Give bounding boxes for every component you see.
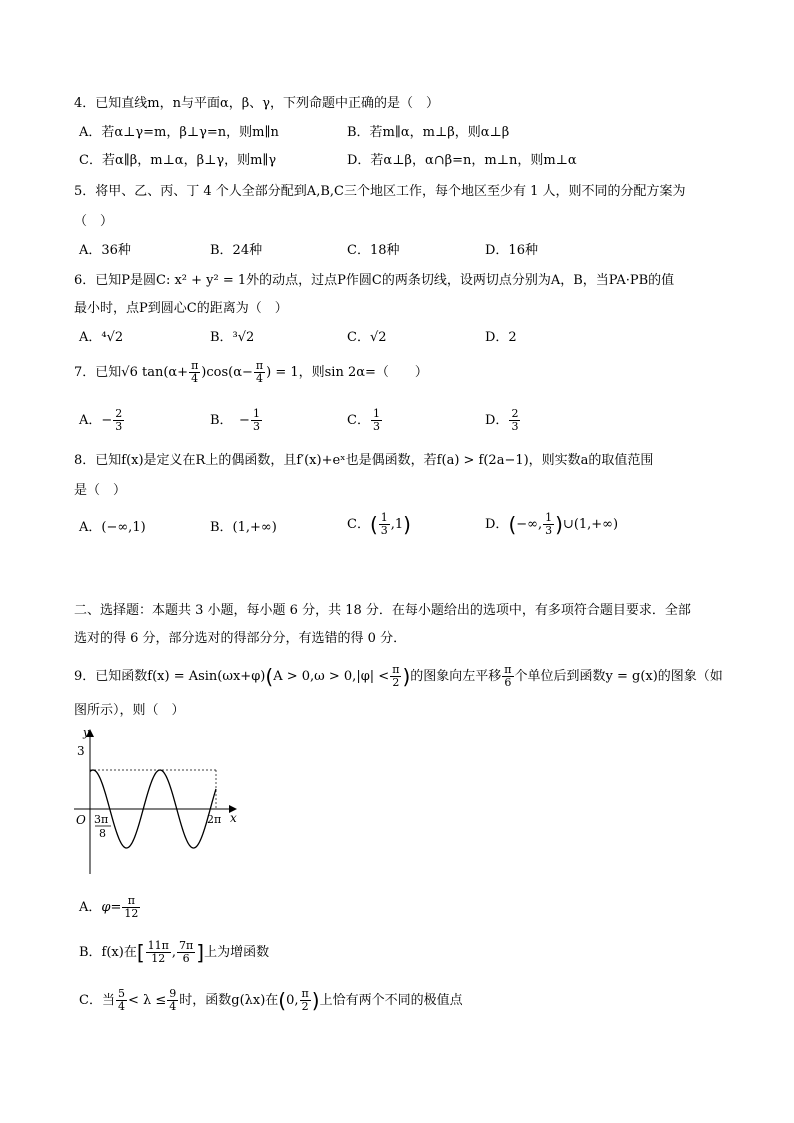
q7-expr-a: √6 tan(α+ [121, 365, 189, 380]
q7-d-frac [509, 408, 520, 433]
q8-option-a: A．(−∞,1) [79, 520, 146, 535]
q9-c-d3: 2 [301, 1000, 309, 1013]
q9-c-n2: 9 [169, 987, 177, 1000]
q7-option-d [485, 408, 521, 433]
q9-pre: 9．已知函数f(x) = Asin(ωx+φ) [74, 669, 266, 684]
q9-c-n1: 5 [117, 987, 125, 1000]
q7-expr-b: )cos(α− [201, 365, 253, 380]
q5-stem-cont: （ ） [74, 214, 114, 229]
q7-frac-den-a: 4 [191, 372, 199, 385]
q9-a-den: 12 [124, 907, 139, 920]
q5-option-a: A．36种 [79, 243, 131, 258]
q9-post: 个单位后到函数y = g(x)的图象（如 [514, 669, 723, 684]
q9-b-d1: 12 [151, 952, 166, 965]
q9-c-frac1 [116, 988, 127, 1013]
sine-graph [70, 724, 250, 879]
q9-pi-num: π [392, 663, 400, 676]
q8-d-tail: ∪(1,+∞) [562, 517, 619, 532]
q4-option-d: D．若α⊥β，α∩β=n，m⊥n，则m⊥α [347, 153, 577, 168]
q7-stem [74, 360, 428, 385]
q9-a-label: A． [79, 900, 102, 915]
x-tick-3pi8-num: 3π [94, 813, 109, 826]
y-axis-label: y [83, 726, 90, 739]
q7-expr-c: ) = 1，则 [266, 365, 325, 380]
q7-b-frac [251, 408, 262, 433]
q7-b-label: B． − [210, 413, 250, 428]
q9-a-frac [122, 895, 140, 920]
q7-a-num: 2 [115, 407, 123, 420]
x-tick-2pi: 2π [207, 813, 222, 826]
q9-pi-den: 2 [392, 676, 400, 689]
section2-heading: 二、选择题：本题共 3 小题，每小题 6 分，共 18 分．在每小题给出的选项中，有多项符合题目要求．全部 [74, 603, 691, 618]
q7-sin2a: sin 2α [324, 365, 366, 380]
q9-pi-over-2 [390, 664, 401, 689]
q7-frac-num-b: π [255, 359, 264, 372]
q9-option-a [79, 895, 141, 920]
q9-a-phi: φ= [101, 900, 122, 915]
q8-c-frac [379, 512, 390, 537]
q7-b-num: 1 [252, 407, 260, 420]
q9-lparen: ( [265, 664, 274, 689]
q9-stem-cont: 图所示），则（ ） [74, 703, 185, 718]
q9-c-mid2: 时，函数g(λx)在 [179, 993, 279, 1008]
q9-c-frac2 [167, 988, 178, 1013]
section2-heading-cont: 选对的得 6 分，部分选对的得部分分，有选错的得 0 分． [74, 631, 407, 646]
q9-b-n2: 7π [179, 939, 194, 952]
q4-option-a: A．若α⊥γ=m，β⊥γ=n，则m∥n [79, 125, 279, 140]
q4-option-b: B．若m∥α，m⊥β，则α⊥β [347, 125, 510, 140]
q8-option-b: B．(1,+∞) [210, 520, 277, 535]
origin-label: O [76, 813, 86, 827]
q7-frac-num-a: π [191, 359, 199, 372]
q5-option-b: B．24种 [210, 243, 263, 258]
q9-c-frac3 [300, 988, 311, 1013]
q9-c-lparen: ( [278, 988, 287, 1013]
q9-c-zero: 0, [286, 993, 299, 1008]
q7-d-den: 3 [511, 420, 519, 433]
q9-pi6-den: 6 [504, 676, 512, 689]
q8-stem-cont: 是（ ） [74, 483, 127, 498]
q9-mid: 的图象向左平移 [410, 669, 502, 684]
q7-a-label: A．− [79, 413, 113, 428]
q9-a-num: π [122, 895, 140, 908]
q8-c-lparen: ( [369, 512, 378, 537]
q6-option-d: D．2 [485, 330, 517, 345]
q6-option-b: B．³√2 [210, 330, 255, 345]
q7-d-num: 2 [511, 407, 519, 420]
q8-d-den: 3 [545, 524, 553, 537]
q6-stem: 6．已知P是圆C: x² + y² = 1外的动点，过点P作圆C的两条切线，设两切点分别为A，B，当PA·PB的值 [74, 273, 675, 288]
q9-c-pre: C．当 [79, 993, 115, 1008]
q9-b-lbracket: [ [136, 940, 145, 965]
q7-a-frac [113, 408, 124, 433]
q5-stem: 5．将甲、乙、丙、丁 4 个人全部分配到A,B,C三个地区工作，每个地区至少有 1 人，则不同的分配方案为 [74, 184, 686, 199]
q9-b-d2: 6 [182, 952, 190, 965]
q7-option-b [210, 408, 263, 433]
q9-pi-over-6 [502, 664, 513, 689]
q8-d-num: 1 [545, 511, 553, 524]
q7-pre: 7．已知 [74, 365, 122, 380]
q9-c-d2: 4 [169, 1000, 177, 1013]
q9-b-rbracket: ] [196, 940, 205, 965]
q7-option-c [347, 408, 383, 433]
q9-b-pre: B．f(x)在 [79, 945, 137, 960]
q7-frac-den-b: 4 [256, 372, 263, 385]
q7-c-frac [371, 408, 382, 433]
q8-d-frac [543, 512, 554, 537]
q9-b-post: 上为增函数 [204, 945, 270, 960]
q6-option-c: C．√2 [347, 330, 387, 345]
q8-option-c [347, 512, 411, 537]
q9-stem [74, 664, 723, 689]
q5-option-c: C．18种 [347, 243, 400, 258]
q9-rparen: ) [402, 664, 411, 689]
q7-a-den: 3 [115, 420, 123, 433]
q8-d-rparen: ) [555, 512, 563, 537]
q8-stem: 8．已知f(x)是定义在R上的偶函数，且f′(x)+eˣ也是偶函数，若f(a) > f(2a−1)，则实数a的取值范围 [74, 453, 654, 468]
q9-b-frac1 [146, 940, 171, 965]
q7-b-den: 3 [252, 420, 260, 433]
y-tick-3: 3 [77, 744, 85, 758]
q9-option-c [79, 988, 463, 1013]
q8-d-label: D． [485, 517, 509, 532]
q8-c-tail: ,1 [390, 517, 404, 532]
q7-pi-over-4-a [189, 360, 200, 385]
x-axis-label: x [230, 811, 237, 825]
x-tick-3pi8-den: 8 [99, 827, 106, 840]
q9-b-comma: , [171, 945, 177, 960]
q9-b-frac2 [177, 940, 195, 965]
q4-stem: 4．已知直线m，n与平面α，β、γ，下列命题中正确的是（ ） [74, 96, 440, 111]
q7-pi-over-4-b [254, 360, 265, 385]
q7-d-label: D． [485, 413, 509, 428]
q8-c-num: 1 [380, 511, 388, 524]
q9-c-n3: π [301, 987, 309, 1000]
q9-c-mid: < λ ≤ [127, 993, 167, 1008]
q7-c-num: 1 [372, 407, 380, 420]
q7-c-den: 3 [372, 420, 380, 433]
q8-d-lparen: ( [508, 512, 517, 537]
q9-c-rparen: ) [311, 988, 320, 1013]
q9-cond: A > 0,ω > 0,|φ| < [273, 669, 390, 684]
q9-c-d1: 4 [117, 1000, 125, 1013]
q8-option-d [485, 512, 618, 537]
q7-c-label: C． [347, 413, 370, 428]
q6-stem-cont: 最小时，点P到圆心C的距离为（ ） [74, 301, 288, 316]
q8-c-rparen: ) [403, 512, 411, 537]
q9-b-n1: 11π [147, 939, 169, 952]
q7-option-a [79, 408, 125, 433]
q5-option-d: D．16种 [485, 243, 538, 258]
q8-c-label: C． [347, 517, 370, 532]
q9-c-post: 上恰有两个不同的极值点 [319, 993, 463, 1008]
q9-option-b [79, 940, 269, 965]
q4-option-c: C．若α∥β，m⊥α，β⊥γ，则m∥γ [79, 153, 277, 168]
q6-option-a: A．⁴√2 [79, 330, 124, 345]
q7-post: =（ ） [365, 365, 428, 380]
q9-pi6-num: π [504, 663, 512, 676]
q8-c-den: 3 [380, 524, 388, 537]
q8-d-pre: −∞, [516, 517, 543, 532]
